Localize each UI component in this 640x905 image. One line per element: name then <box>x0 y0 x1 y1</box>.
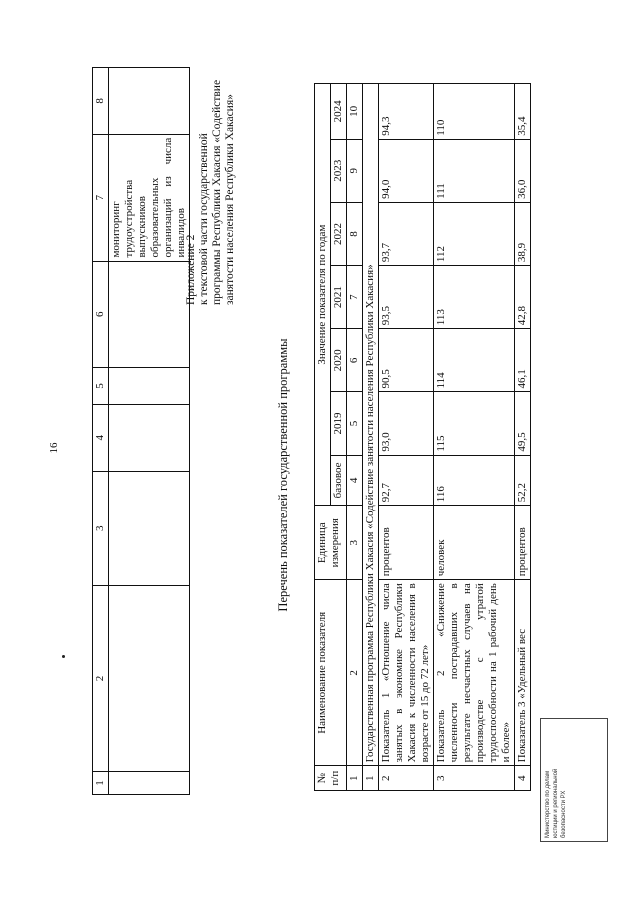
value-cell: 49,5 <box>515 392 531 455</box>
indicator-name: Показатель 2 «Снижение численности пострадавших в результате несчастных случаев на производстве с утратой трудоспособности на 1 рабочий день и более» <box>434 580 515 766</box>
header-number: № п/п <box>315 766 347 791</box>
header-unit: Единица измерения <box>315 506 347 580</box>
value-cell: 114 <box>434 329 515 392</box>
value-cell: 46,1 <box>515 329 531 392</box>
col-header: 1 <box>93 772 109 795</box>
value-cell: 116 <box>434 455 515 506</box>
index-cell: 9 <box>347 139 363 202</box>
stamp-line: Министерство по делам <box>545 770 551 838</box>
appendix-header <box>185 75 237 305</box>
col-header: 5 <box>93 368 109 405</box>
index-cell: 1 <box>347 766 363 791</box>
table-row <box>379 84 434 791</box>
index-row <box>347 84 363 791</box>
table-cell <box>109 368 190 405</box>
value-cell: 52,2 <box>515 455 531 506</box>
index-cell: 3 <box>347 506 363 580</box>
header-year: 2023 <box>331 139 347 202</box>
value-cell: 35,4 <box>515 84 531 140</box>
header-year: 2021 <box>331 266 347 329</box>
value-cell: 42,8 <box>515 266 531 329</box>
value-cell: 93,7 <box>379 202 434 265</box>
value-cell: 93,5 <box>379 266 434 329</box>
col-header: 4 <box>93 404 109 471</box>
indicator-unit: человек <box>434 506 515 580</box>
stamp-text <box>541 719 607 841</box>
col-header: 8 <box>93 68 109 135</box>
registration-stamp <box>540 718 608 842</box>
continuation-table <box>92 67 190 795</box>
indicator-unit: процентов <box>379 506 434 580</box>
value-cell: 113 <box>434 266 515 329</box>
table-cell <box>109 404 190 471</box>
table-cell <box>109 586 190 772</box>
index-cell: 2 <box>347 580 363 766</box>
col-header: 3 <box>93 471 109 585</box>
indicator-name: Показатель 3 «Удельный вес <box>515 580 531 766</box>
header-year: базовое <box>331 455 347 506</box>
page-number: 16 <box>48 442 60 454</box>
row-number: 2 <box>379 766 434 791</box>
appendix-subtitle: к текстовой части государственной программы Республики Хакасия «Содействие занятости населения Республики Хакасия» <box>198 79 236 305</box>
value-cell: 110 <box>434 84 515 140</box>
table-cell <box>109 772 190 795</box>
header-year: 2024 <box>331 84 347 140</box>
value-cell: 111 <box>434 139 515 202</box>
value-cell: 112 <box>434 202 515 265</box>
col-header: 6 <box>93 261 109 367</box>
indicator-name: Показатель 1 «Отношение числа занятых в экономике Республики Хакасия к численности населения в возрасте от 15 до 72 лет» <box>379 580 434 766</box>
index-cell: 4 <box>347 455 363 506</box>
program-title: Государственная программа Республики Хакасия «Содействие занятости населения Республики Хакасия» <box>363 84 379 766</box>
table-row <box>434 84 515 791</box>
index-cell: 10 <box>347 84 363 140</box>
table-cell <box>109 68 190 135</box>
index-cell: 5 <box>347 392 363 455</box>
header-values: Значение показателя по годам <box>315 84 331 506</box>
table-caption: Перечень показателей государственной программы <box>276 338 290 612</box>
value-cell: 92,7 <box>379 455 434 506</box>
program-row <box>363 84 379 791</box>
header-year: 2019 <box>331 392 347 455</box>
table-row <box>515 84 531 791</box>
value-cell: 94,0 <box>379 139 434 202</box>
value-cell: 115 <box>434 392 515 455</box>
index-cell: 6 <box>347 329 363 392</box>
index-cell: 8 <box>347 202 363 265</box>
col-header: 2 <box>93 586 109 772</box>
row-number: 4 <box>515 766 531 791</box>
row-number: 1 <box>363 766 379 791</box>
value-cell: 36,0 <box>515 139 531 202</box>
header-year: 2020 <box>331 329 347 392</box>
table-cell <box>109 471 190 585</box>
value-cell: 38,9 <box>515 202 531 265</box>
continuation-row <box>109 68 190 795</box>
value-cell: 90,5 <box>379 329 434 392</box>
header-name: Наименование показателя <box>315 580 347 766</box>
col-header: 7 <box>93 134 109 261</box>
table-cell: мониторинг трудоустройства выпускников образовательных организаций из числа инвалидов <box>109 134 190 261</box>
indicator-unit: процентов <box>515 506 531 580</box>
indicators-table <box>314 83 531 791</box>
header-year: 2022 <box>331 202 347 265</box>
index-cell: 7 <box>347 266 363 329</box>
value-cell: 93,0 <box>379 392 434 455</box>
header-row <box>315 84 331 791</box>
row-number: 3 <box>434 766 515 791</box>
stamp-line: безопасности РХ <box>561 790 567 838</box>
continuation-header-row <box>93 68 109 795</box>
value-cell: 94,3 <box>379 84 434 140</box>
appendix-number: Приложение 2 <box>185 234 197 305</box>
stamp-line: юстиции и региональной <box>553 768 559 838</box>
table-cell <box>109 261 190 367</box>
